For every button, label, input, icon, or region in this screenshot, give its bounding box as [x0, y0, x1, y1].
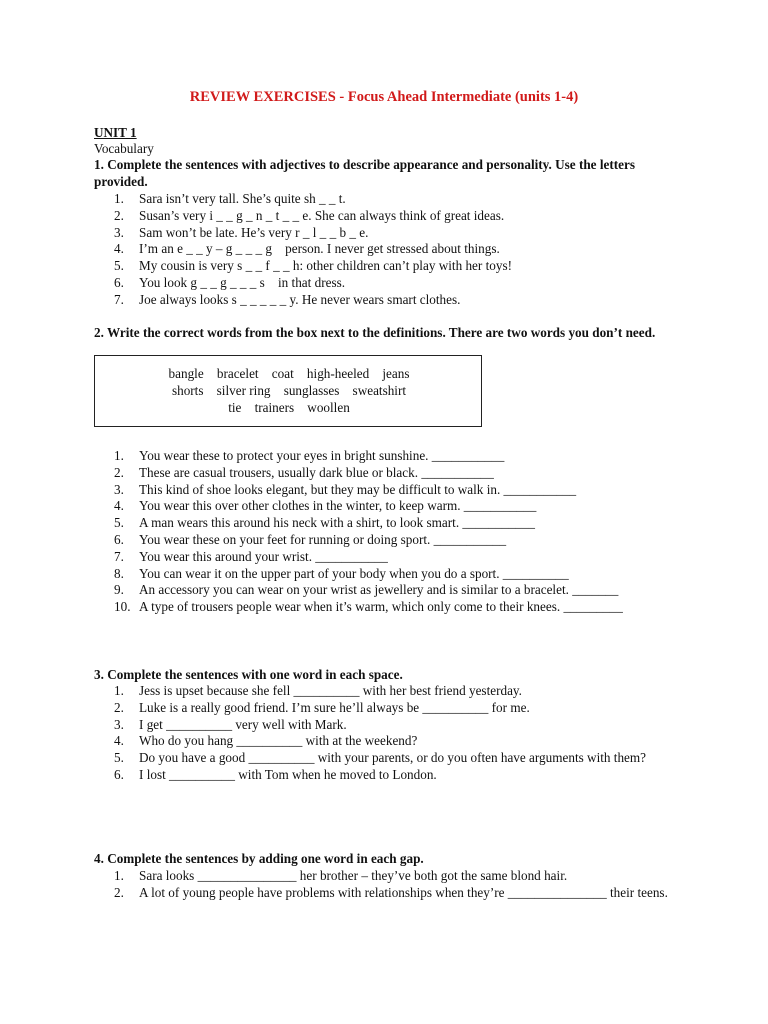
item-number: 2. [114, 207, 124, 223]
list-item [94, 885, 684, 902]
item-number: 8. [114, 565, 124, 581]
exercise-4-heading: 4. Complete the sentences by adding one word in each gap. [94, 851, 424, 866]
item-text: You wear these to protect your eyes in bright sunshine. ___________ [139, 448, 505, 463]
list-item [94, 868, 684, 885]
item-text: I’m an e _ _ y – g _ _ _ g person. I never get stressed about things. [139, 241, 500, 257]
item-number: 2. [114, 884, 124, 900]
list-item [94, 566, 684, 583]
section-label: Vocabulary [94, 141, 154, 156]
item-number: 1. [114, 683, 124, 698]
item-number: 6. [114, 531, 124, 547]
item-number: 5. [114, 515, 124, 531]
item-text: You can wear it on the upper part of your body when you do a sport. __________ [139, 565, 569, 581]
item-text: Sam won’t be late. He’s very r _ l _ _ b _ e. [139, 224, 369, 240]
list-item [94, 258, 684, 275]
list-item [94, 191, 684, 208]
item-number: 2. [114, 699, 124, 715]
item-text: These are casual trousers, usually dark blue or black. ___________ [139, 464, 494, 480]
item-text: Susan’s very i _ _ g _ n _ t _ _ e. She can always think of great ideas. [139, 207, 505, 223]
list-item [94, 225, 684, 242]
list-item [94, 208, 684, 225]
list-item [94, 767, 684, 784]
exercise-3-heading: 3. Complete the sentences with one word in each space. [94, 667, 403, 682]
item-number: 6. [114, 274, 124, 290]
item-number: 4. [114, 241, 124, 257]
item-text: Sara looks _______________ her brother – they’ve both got the same blond hair. [139, 868, 568, 883]
item-number: 1. [114, 868, 124, 883]
list-item [94, 498, 684, 515]
item-number: 4. [114, 498, 124, 514]
item-number: 9. [114, 582, 124, 598]
item-text: Do you have a good __________ with your parents, or do you often have arguments with them? [139, 750, 647, 766]
list-item [94, 448, 684, 465]
list-item [94, 717, 684, 734]
item-text: You wear these on your feet for running or doing sport. ___________ [139, 531, 507, 547]
unit-heading: UNIT 1 [94, 125, 137, 140]
item-text: Who do you hang __________ with at the weekend? [139, 733, 418, 749]
item-number: 3. [114, 481, 124, 497]
item-text: Jess is upset because she fell __________ with her best friend yesterday. [139, 683, 522, 698]
item-number: 6. [114, 766, 124, 782]
list-item [94, 683, 684, 700]
item-number: 3. [114, 716, 124, 732]
item-number: 10. [114, 599, 131, 615]
word-box-line: shorts silver ring sunglasses sweatshirt [171, 383, 407, 398]
list-item [94, 532, 684, 549]
word-box [94, 355, 482, 427]
item-text: Joe always looks s _ _ _ _ _ y. He never wears smart clothes. [139, 291, 461, 307]
item-number: 7. [114, 548, 124, 564]
list-item [94, 599, 684, 616]
list-item [94, 582, 684, 599]
list-item [94, 549, 684, 566]
item-number: 1. [114, 448, 124, 463]
item-text: I lost __________ with Tom when he moved to London. [139, 766, 437, 782]
item-text: Luke is a really good friend. I’m sure he’ll always be __________ for me. [139, 699, 530, 715]
item-text: You wear this around your wrist. ___________ [139, 548, 388, 564]
exercise-2-list [94, 448, 684, 616]
item-text: This kind of shoe looks elegant, but they may be difficult to walk in. ___________ [139, 481, 577, 497]
exercise-1-list [94, 191, 684, 309]
word-box-line: bangle bracelet coat high-heeled jeans [168, 366, 410, 381]
list-item [94, 482, 684, 499]
item-text: A man wears this around his neck with a shirt, to look smart. ___________ [139, 515, 535, 531]
item-number: 7. [114, 291, 124, 307]
item-number: 1. [114, 191, 124, 206]
page-title: REVIEW EXERCISES - Focus Ahead Intermediate (units 1-4) [189, 89, 579, 105]
list-item [94, 241, 684, 258]
exercise-2-heading: 2. Write the correct words from the box next to the definitions. There are two words you don’t need. [94, 325, 656, 340]
list-item [94, 750, 684, 767]
item-text: An accessory you can wear on your wrist as jewellery and is similar to a bracelet. _______ [139, 582, 619, 598]
list-item [94, 292, 684, 309]
item-text: You look g _ _ g _ _ _ s in that dress. [139, 274, 346, 290]
item-text: You wear this over other clothes in the winter, to keep warm. ___________ [139, 498, 537, 514]
list-item [94, 515, 684, 532]
exercise-3-list [94, 683, 684, 784]
exercise-4-list [94, 868, 684, 902]
item-text: A type of trousers people wear when it’s warm, which only come to their knees. _________ [139, 599, 623, 615]
item-text: My cousin is very s _ _ f _ _ h: other children can’t play with her toys! [139, 258, 512, 274]
item-text: I get __________ very well with Mark. [139, 716, 347, 732]
item-text: A lot of young people have problems with relationships when they’re _______________ their teens. [139, 884, 668, 900]
list-item [94, 733, 684, 750]
exercise-1-heading: 1. Complete the sentences with adjectives to describe appearance and personality. Use the letters provided. [94, 157, 635, 189]
item-number: 3. [114, 224, 124, 240]
word-box-line: tie trainers woollen [228, 400, 350, 415]
item-number: 5. [114, 750, 124, 766]
item-number: 4. [114, 733, 124, 749]
list-item [94, 465, 684, 482]
item-text: Sara isn’t very tall. She’s quite sh _ _ t. [139, 191, 346, 206]
list-item [94, 700, 684, 717]
item-number: 5. [114, 258, 124, 274]
list-item [94, 275, 684, 292]
item-number: 2. [114, 464, 124, 480]
